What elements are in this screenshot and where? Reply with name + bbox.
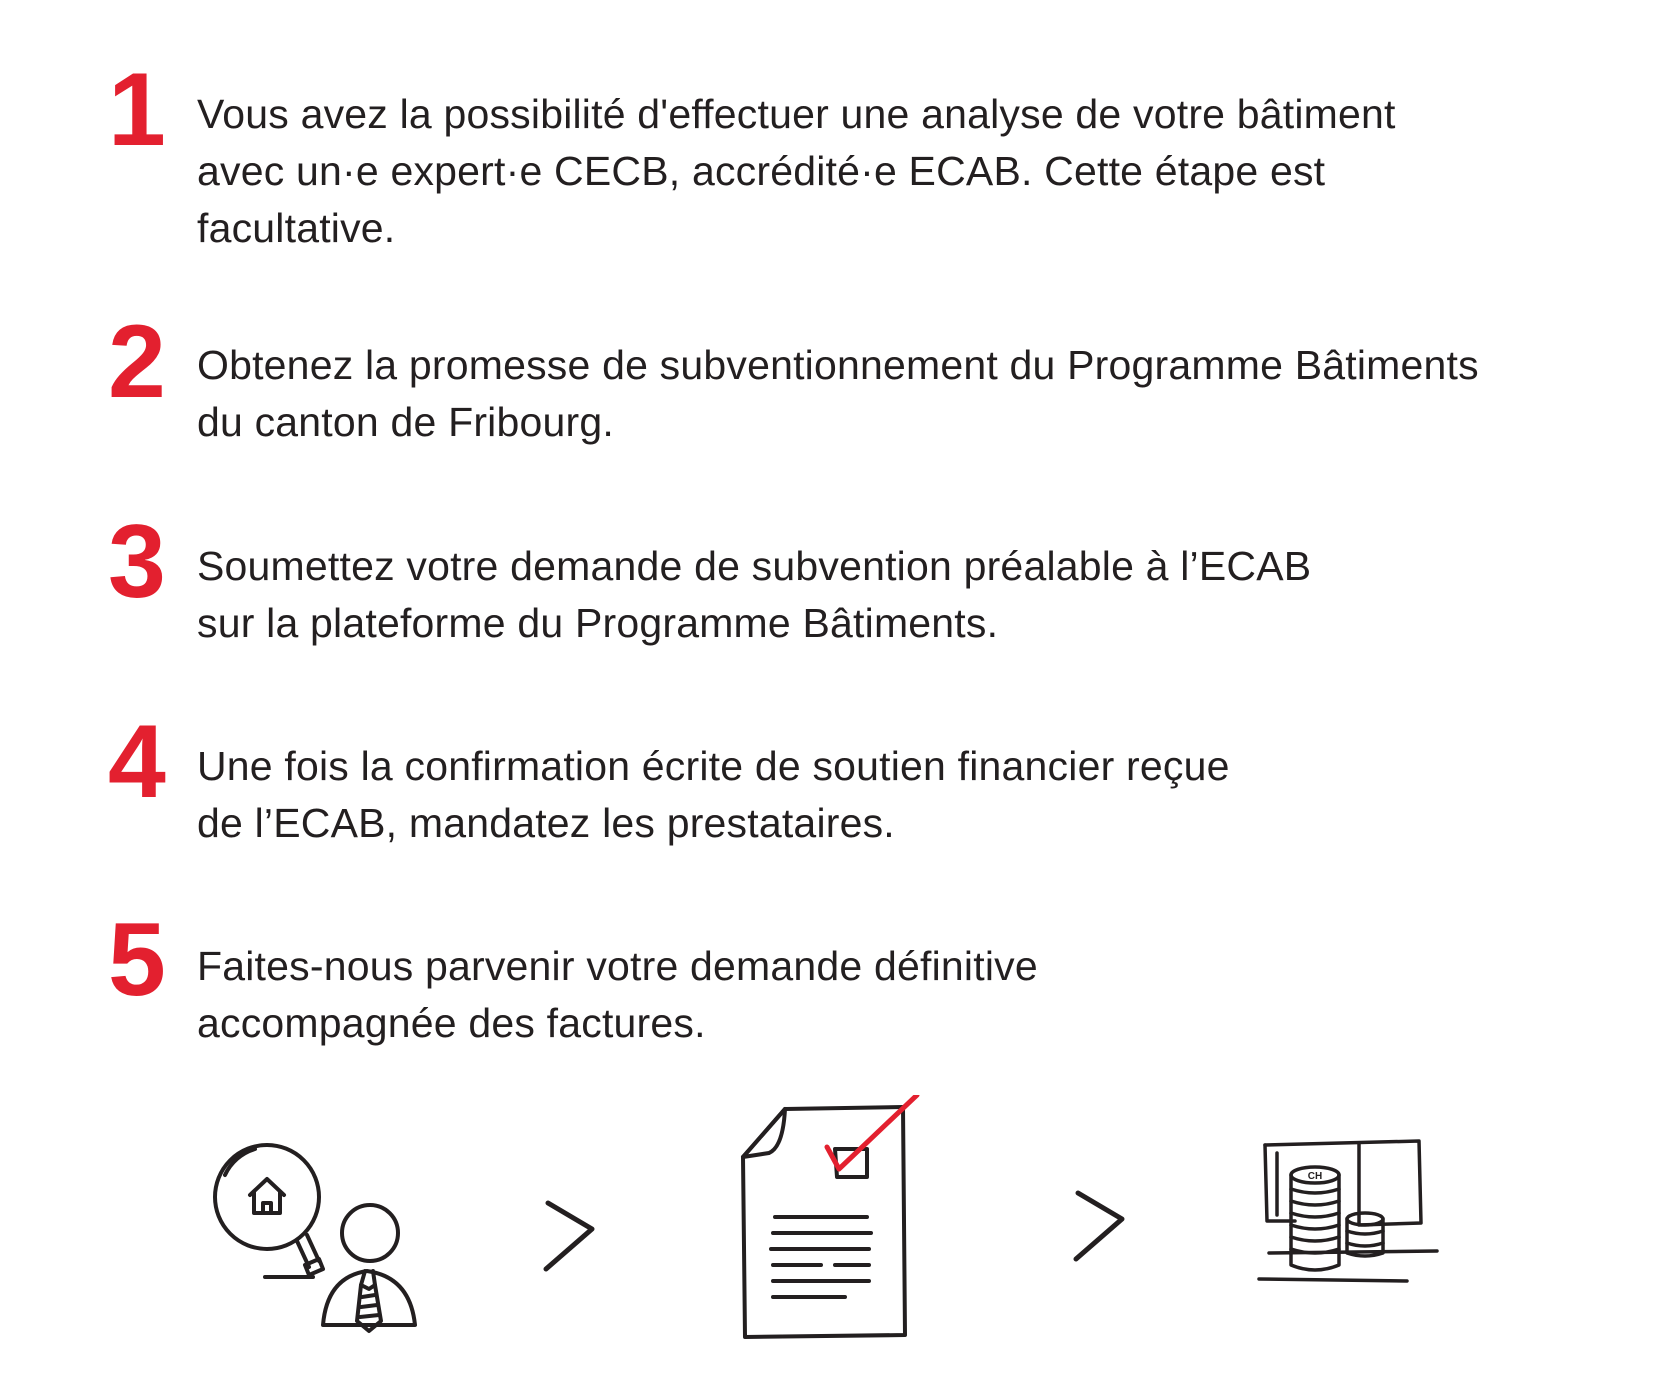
step-text-line: du canton de Fribourg. bbox=[197, 399, 614, 445]
expert-analysis-icon bbox=[205, 1135, 425, 1335]
step-text-line: accompagnée des factures. bbox=[197, 1000, 706, 1046]
step-text-line: Soumettez votre demande de subvention préalable à l’ECAB bbox=[197, 543, 1312, 589]
approved-document-icon bbox=[735, 1095, 925, 1345]
process-illustrations bbox=[0, 1095, 1654, 1355]
coin-label: CH bbox=[1307, 1171, 1323, 1182]
step-number: 3 bbox=[108, 504, 166, 620]
step-text-line: Faites-nous parvenir votre demande définitive bbox=[197, 943, 1038, 989]
chevron-right-icon bbox=[1070, 1185, 1130, 1265]
step-text-line: Une fois la confirmation écrite de soutien financier reçue bbox=[197, 743, 1230, 789]
step-number: 2 bbox=[108, 304, 166, 420]
chevron-right-icon bbox=[540, 1195, 600, 1275]
step-text bbox=[197, 86, 1396, 257]
step-number: 5 bbox=[108, 902, 166, 1018]
step-text-line: avec un·e expert·e CECB, accrédité·e ECAB. Cette étape est bbox=[197, 148, 1326, 194]
step-text-line: Vous avez la possibilité d'effectuer une analyse de votre bâtiment bbox=[197, 91, 1396, 137]
step-number: 4 bbox=[108, 704, 166, 820]
step-text-line: facultative. bbox=[197, 205, 396, 251]
step-text-line: sur la plateforme du Programme Bâtiments. bbox=[197, 600, 999, 646]
step-text bbox=[197, 538, 1311, 652]
step-number: 1 bbox=[108, 52, 166, 168]
step-text-line: de l’ECAB, mandatez les prestataires. bbox=[197, 800, 895, 846]
step-text bbox=[197, 938, 1038, 1052]
step-text bbox=[197, 337, 1479, 451]
step-text-line: Obtenez la promesse de subventionnement du Programme Bâtiments bbox=[197, 342, 1479, 388]
step-text bbox=[197, 738, 1230, 852]
coin-stack-icon bbox=[1255, 1135, 1445, 1315]
